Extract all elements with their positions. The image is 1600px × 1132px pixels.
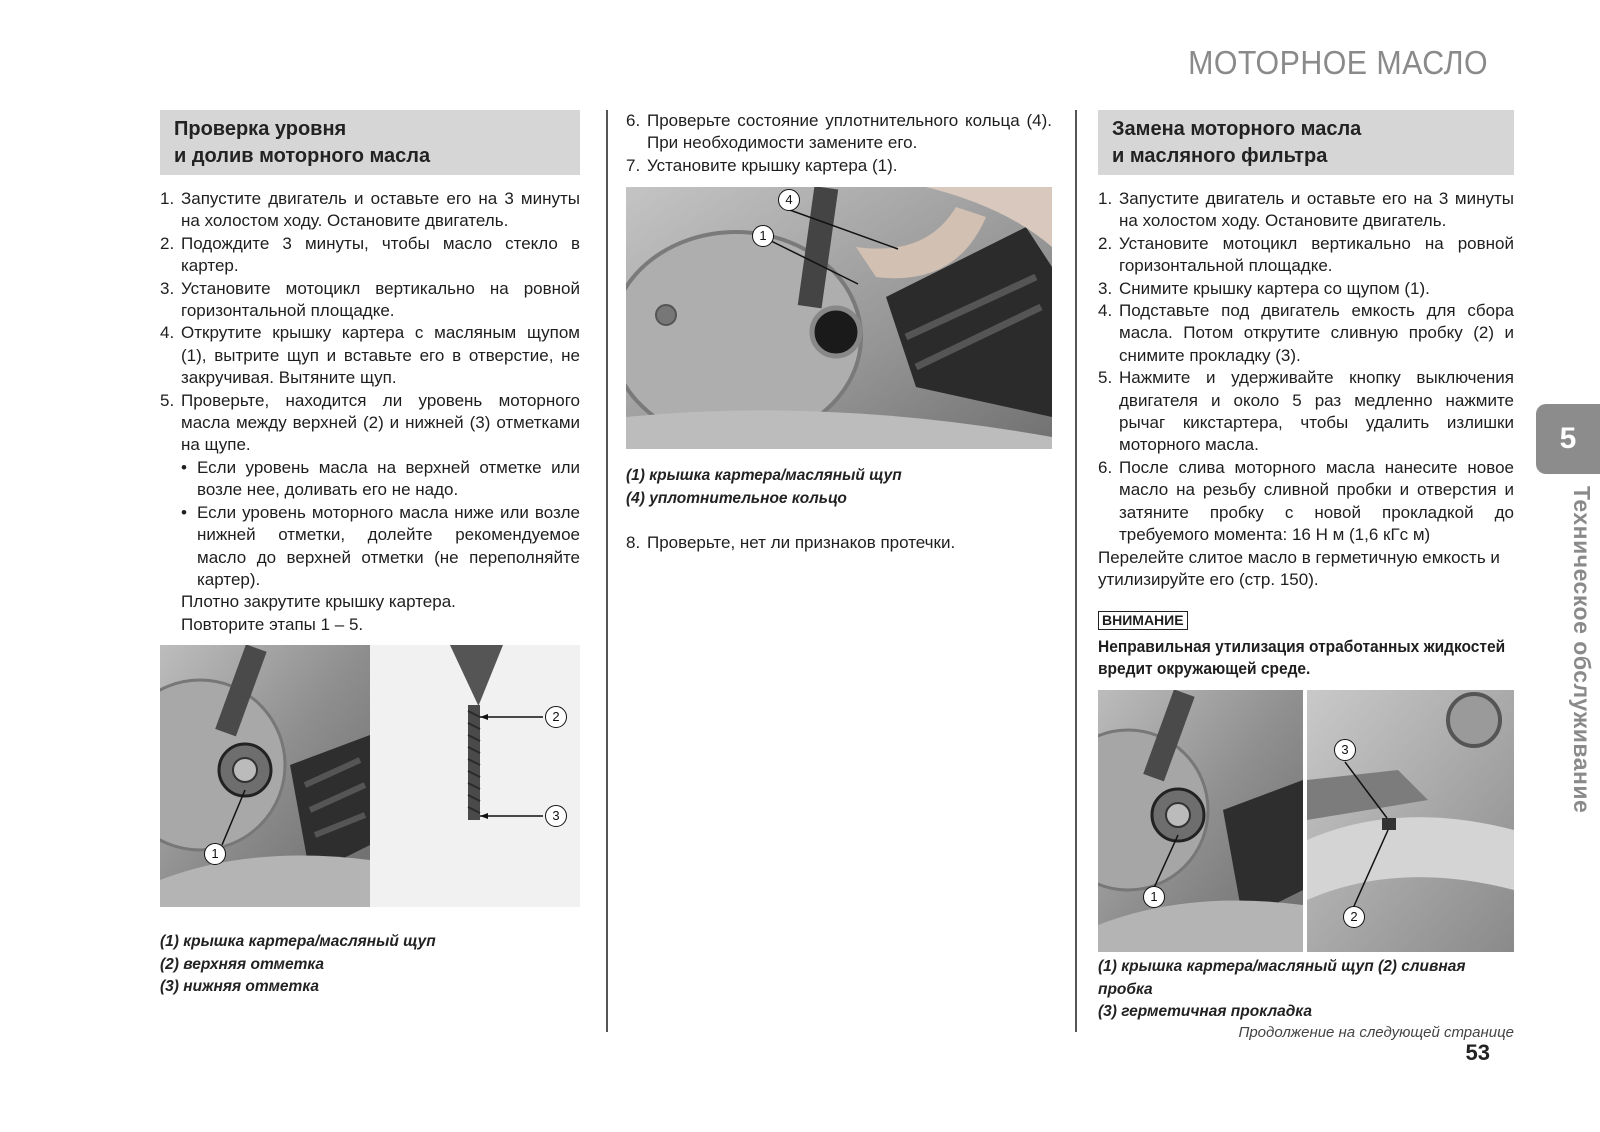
step-item: 6. Проверьте состояние уплотнительного кольца (4). При необходимости замените его. xyxy=(626,111,1052,153)
notice-label: ВНИМАНИЕ xyxy=(1098,611,1188,630)
engine-photo-illustration xyxy=(626,187,1052,449)
section-oil-change xyxy=(1098,110,1514,1041)
step-item: 7. Установите крышку картера (1). xyxy=(626,155,898,175)
section-heading-oil-check: Проверка уровня и долив моторного масла xyxy=(160,110,580,175)
page-number: 53 xyxy=(1465,1040,1490,1065)
notice-text: Неправильная утилизация отработанных жидкостей вредит окружающей среде. xyxy=(1098,638,1506,679)
step-item: 3. Снимите крышку картера со щупом (1). xyxy=(1098,278,1430,298)
callout-marker: 2 xyxy=(545,706,567,728)
instruction-text: Перелейте слитое масло в герметичную емкость и утилизируйте его (стр. 150). xyxy=(1098,547,1500,589)
page-title: МОТОРНОЕ МАСЛО xyxy=(1188,44,1488,81)
section-continued-steps xyxy=(626,110,1052,555)
step-item: 8. Проверьте, нет ли признаков протечки. xyxy=(626,533,956,553)
instruction-text: Плотно закрутите крышку картера. xyxy=(181,592,456,612)
step-item: 6. После слива моторного масла нанесите новое масло на резьбу сливной пробки и отверстия и затяните пробку с новой прокладкой до требуемого момента: 16 Н м (1,6 кГс м) xyxy=(1098,457,1514,545)
step-item: 4. Подставьте под двигатель емкость для сбора масла. Потом открутите сливную пробку (2) и снимите прокладку (3). xyxy=(1098,301,1514,365)
notice-block xyxy=(1098,611,1514,680)
callout-marker: 1 xyxy=(1143,886,1165,908)
step-item: 1. Запустите двигатель и оставьте его на 3 минуты на холостом ходу. Остановите двигатель. xyxy=(160,189,580,231)
column-divider-left xyxy=(606,110,608,1032)
column-divider-right xyxy=(1075,110,1077,1032)
bullet-item: • Если уровень моторного масла ниже или возле нижней отметки, долейте рекомендуемое масло до верхней отметки (не переполняйте картер). xyxy=(181,502,580,589)
step-item: 2. Подождите 3 минуты, чтобы масло стекло в картер. xyxy=(160,233,580,276)
figure-crankcase-cover xyxy=(626,187,1052,449)
figure-drain-plug xyxy=(1098,690,1514,952)
callout-marker: 3 xyxy=(1334,739,1356,761)
bullet-item: • Если уровень масла на верхней отметке или возле нее, доливать его не надо. xyxy=(181,457,580,500)
step-item: 5. Нажмите и удерживайте кнопку выключения двигателя и около 5 раз медленно нажмите рычаг кикстартера, чтобы удалить излишки моторного масла. xyxy=(1098,368,1514,455)
engine-photo-illustration xyxy=(1098,690,1514,952)
engine-photo-illustration xyxy=(160,645,580,907)
step-item: 1. Запустите двигатель и оставьте его на 3 минуты на холостом ходу. Остановите двигатель. xyxy=(1098,189,1514,231)
chapter-side-label: Техническое обслуживание xyxy=(1569,486,1595,814)
instruction-text: Повторите этапы 1 – 5. xyxy=(181,614,364,634)
step-item: 4. Открутите крышку картера с масляным щупом (1), вытрите щуп и вставьте его в отверстие, не закручивая. Вытяните щуп. xyxy=(160,323,580,388)
chapter-tab: 5 xyxy=(1536,404,1600,474)
section-oil-level-check xyxy=(160,110,580,999)
section-heading-oil-change: Замена моторного масла и масляного фильтра xyxy=(1098,110,1514,175)
figure-caption: (1) крышка картера/масляный щуп (4) уплотнительное кольцо xyxy=(626,467,902,507)
callout-marker: 2 xyxy=(1343,906,1365,928)
callout-marker: 3 xyxy=(545,805,567,827)
figure-caption: (1) крышка картера/масляный щуп (2) сливная пробка (3) герметичная прокладка xyxy=(1098,958,1466,1021)
figure-dipstick xyxy=(160,645,580,907)
step-item: 5. Проверьте, находится ли уровень моторного масла между верхней (2) и нижней (3) отметками на щупе. xyxy=(160,390,580,455)
figure-caption: (1) крышка картера/масляный щуп (2) верхняя отметка (3) нижняя отметка xyxy=(160,933,436,996)
callout-marker: 1 xyxy=(204,843,226,865)
callout-marker: 4 xyxy=(778,189,800,211)
step-item: 3. Установите мотоцикл вертикально на ровной горизонтальной площадке. xyxy=(160,278,580,321)
continue-note: Продолжение на следующей странице xyxy=(1238,1023,1514,1041)
step-item: 2. Установите мотоцикл вертикально на ровной горизонтальной площадке. xyxy=(1098,233,1514,276)
callout-marker: 1 xyxy=(752,225,774,247)
